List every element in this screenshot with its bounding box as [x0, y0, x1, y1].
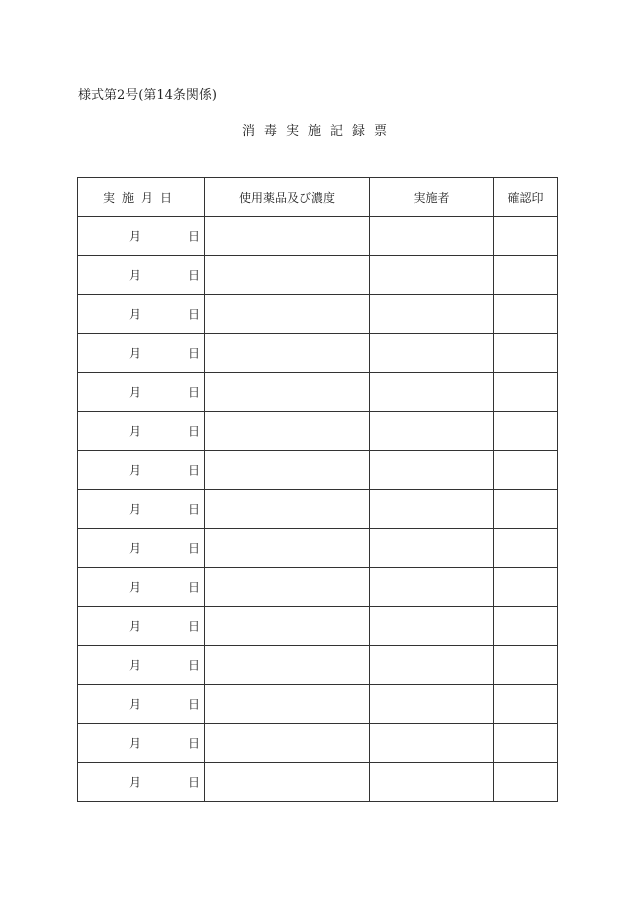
agent-cell[interactable]	[205, 568, 370, 607]
day-label: 日	[188, 424, 201, 439]
month-label: 月	[129, 541, 142, 556]
person-cell[interactable]	[370, 295, 494, 334]
form-number: 様式第2号(第14条関係)	[78, 88, 217, 103]
month-label: 月	[129, 307, 142, 322]
agent-cell[interactable]	[205, 217, 370, 256]
agent-cell[interactable]	[205, 607, 370, 646]
person-cell[interactable]	[370, 685, 494, 724]
date-cell[interactable]	[78, 646, 205, 685]
date-cell[interactable]	[78, 490, 205, 529]
table-row	[78, 568, 558, 607]
month-label: 月	[129, 268, 142, 283]
person-cell[interactable]	[370, 646, 494, 685]
table-row	[78, 412, 558, 451]
stamp-cell[interactable]	[494, 373, 558, 412]
day-label: 日	[188, 229, 201, 244]
person-cell[interactable]	[370, 256, 494, 295]
month-label: 月	[129, 424, 142, 439]
month-label: 月	[129, 502, 142, 517]
date-cell[interactable]	[78, 763, 205, 802]
month-label: 月	[129, 463, 142, 478]
agent-cell[interactable]	[205, 451, 370, 490]
person-cell[interactable]	[370, 568, 494, 607]
table-row	[78, 334, 558, 373]
day-label: 日	[188, 697, 201, 712]
month-label: 月	[129, 775, 142, 790]
date-cell[interactable]	[78, 568, 205, 607]
stamp-cell[interactable]	[494, 295, 558, 334]
month-label: 月	[129, 658, 142, 673]
agent-cell[interactable]	[205, 373, 370, 412]
day-label: 日	[188, 307, 201, 322]
person-cell[interactable]	[370, 607, 494, 646]
table-row	[78, 217, 558, 256]
person-cell[interactable]	[370, 373, 494, 412]
day-label: 日	[188, 502, 201, 517]
table-row	[78, 685, 558, 724]
date-cell[interactable]	[78, 295, 205, 334]
date-cell[interactable]	[78, 724, 205, 763]
table-row	[78, 529, 558, 568]
agent-cell[interactable]	[205, 490, 370, 529]
stamp-cell[interactable]	[494, 724, 558, 763]
day-label: 日	[188, 580, 201, 595]
table-header-row	[78, 178, 558, 217]
month-label: 月	[129, 736, 142, 751]
agent-cell[interactable]	[205, 295, 370, 334]
table-body	[78, 217, 558, 802]
date-cell[interactable]	[78, 529, 205, 568]
table-row	[78, 490, 558, 529]
agent-cell[interactable]	[205, 529, 370, 568]
stamp-cell[interactable]	[494, 256, 558, 295]
stamp-cell[interactable]	[494, 217, 558, 256]
month-label: 月	[129, 619, 142, 634]
person-cell[interactable]	[370, 529, 494, 568]
table-row	[78, 724, 558, 763]
stamp-cell[interactable]	[494, 646, 558, 685]
date-cell[interactable]	[78, 685, 205, 724]
table-row	[78, 607, 558, 646]
stamp-cell[interactable]	[494, 568, 558, 607]
stamp-cell[interactable]	[494, 490, 558, 529]
table-row	[78, 295, 558, 334]
day-label: 日	[188, 463, 201, 478]
stamp-cell[interactable]	[494, 607, 558, 646]
stamp-cell[interactable]	[494, 451, 558, 490]
month-label: 月	[129, 346, 142, 361]
person-cell[interactable]	[370, 763, 494, 802]
document-title: 消毒実施記録票	[241, 124, 396, 139]
date-cell[interactable]	[78, 334, 205, 373]
day-label: 日	[188, 775, 201, 790]
stamp-cell[interactable]	[494, 763, 558, 802]
header-agent: 使用薬品及び濃度	[205, 178, 370, 217]
person-cell[interactable]	[370, 451, 494, 490]
table-row	[78, 256, 558, 295]
day-label: 日	[188, 619, 201, 634]
table-row	[78, 451, 558, 490]
stamp-cell[interactable]	[494, 412, 558, 451]
table-row	[78, 763, 558, 802]
stamp-cell[interactable]	[494, 529, 558, 568]
day-label: 日	[188, 268, 201, 283]
agent-cell[interactable]	[205, 412, 370, 451]
day-label: 日	[188, 385, 201, 400]
date-cell[interactable]	[78, 373, 205, 412]
stamp-cell[interactable]	[494, 685, 558, 724]
date-cell[interactable]	[78, 451, 205, 490]
month-label: 月	[129, 580, 142, 595]
header-person: 実施者	[370, 178, 494, 217]
person-cell[interactable]	[370, 217, 494, 256]
date-cell[interactable]	[78, 217, 205, 256]
person-cell[interactable]	[370, 334, 494, 373]
date-cell[interactable]	[78, 412, 205, 451]
disinfection-record-table	[77, 177, 558, 802]
header-date: 実施月日	[78, 178, 205, 217]
date-cell[interactable]	[78, 607, 205, 646]
table-row	[78, 646, 558, 685]
month-label: 月	[129, 385, 142, 400]
person-cell[interactable]	[370, 724, 494, 763]
day-label: 日	[188, 346, 201, 361]
agent-cell[interactable]	[205, 685, 370, 724]
month-label: 月	[129, 229, 142, 244]
agent-cell[interactable]	[205, 724, 370, 763]
stamp-cell[interactable]	[494, 334, 558, 373]
agent-cell[interactable]	[205, 334, 370, 373]
person-cell[interactable]	[370, 412, 494, 451]
person-cell[interactable]	[370, 490, 494, 529]
agent-cell[interactable]	[205, 763, 370, 802]
agent-cell[interactable]	[205, 256, 370, 295]
day-label: 日	[188, 736, 201, 751]
date-cell[interactable]	[78, 256, 205, 295]
day-label: 日	[188, 658, 201, 673]
header-stamp: 確認印	[494, 178, 558, 217]
month-label: 月	[129, 697, 142, 712]
agent-cell[interactable]	[205, 646, 370, 685]
day-label: 日	[188, 541, 201, 556]
table-row	[78, 373, 558, 412]
